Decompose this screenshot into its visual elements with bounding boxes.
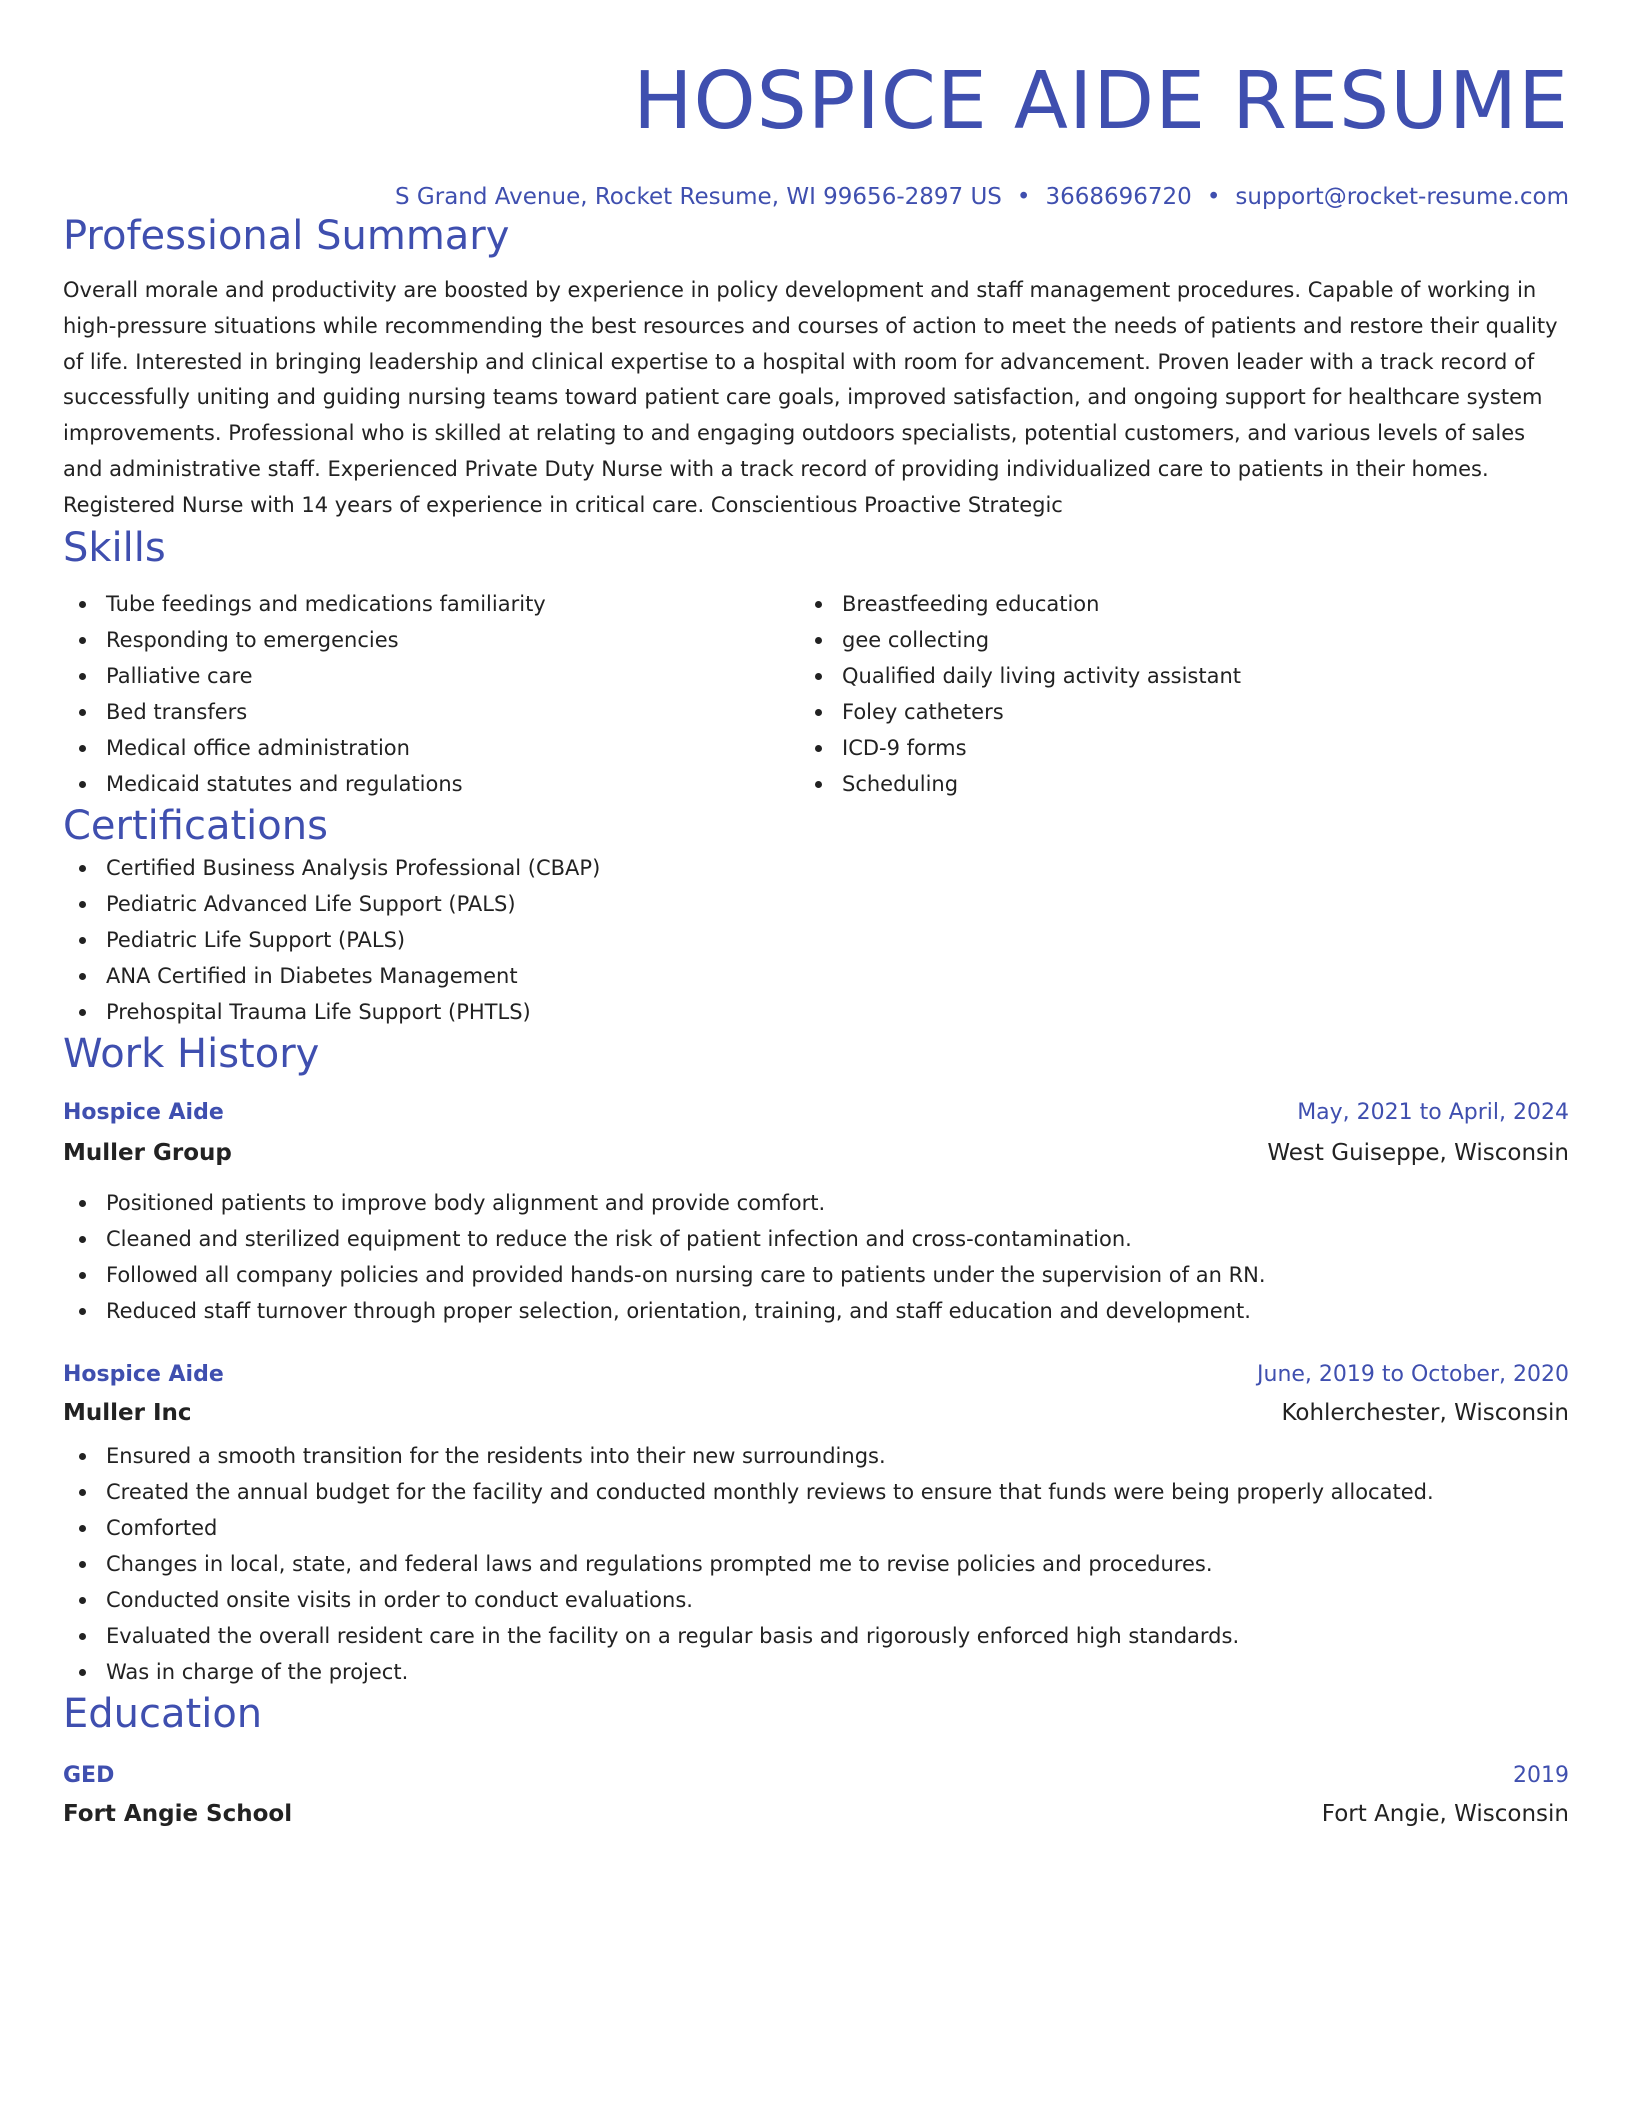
job-role: Hospice Aide: [63, 1099, 224, 1125]
job-header-row: [63, 1360, 1569, 1390]
skills-columns: [63, 586, 1569, 802]
education-header-row: [63, 1761, 1569, 1791]
skill-item: Responding to emergencies: [63, 622, 799, 658]
contact-address: S Grand Avenue, Rocket Resume, WI 99656-2897 US: [395, 184, 1002, 210]
education-section: [63, 1690, 1569, 1829]
job-duty-item: Conducted onsite visits in order to conduct evaluations.: [63, 1582, 1569, 1618]
job-company-row: [63, 1398, 1569, 1428]
professional-summary-section: [63, 212, 1569, 524]
job-duty-item: Comforted: [63, 1510, 1569, 1546]
work-history-section: [63, 1030, 1569, 1690]
skills-column-right: [799, 586, 1535, 802]
job-duties-list: [63, 1438, 1569, 1690]
skill-item: Medical office administration: [63, 730, 799, 766]
skill-item: Palliative care: [63, 658, 799, 694]
skills-list-left: [63, 586, 799, 802]
certifications-list: [63, 850, 1569, 1030]
certification-item: ANA Certified in Diabetes Management: [63, 958, 1569, 994]
job-dates: June, 2019 to October, 2020: [1257, 1361, 1569, 1387]
skills-list-right: [799, 586, 1535, 802]
job-duty-item: Followed all company policies and provided hands-on nursing care to patients under the supervision of an RN.: [63, 1257, 1569, 1293]
skill-item: Tube feedings and medications familiarity: [63, 586, 799, 622]
certification-item: Certified Business Analysis Professional (CBAP): [63, 850, 1569, 886]
contact-line: [63, 182, 1569, 212]
job-duties-list: [63, 1185, 1569, 1329]
skill-item: Breastfeeding education: [799, 586, 1535, 622]
education-degree: GED: [63, 1762, 115, 1788]
resume-header: [63, 0, 1569, 212]
skill-item: Foley catheters: [799, 694, 1535, 730]
work-history-heading: Work History: [63, 1030, 320, 1077]
skills-column-left: [63, 586, 799, 802]
resume-title: HOSPICE AIDE RESUME: [633, 55, 1569, 147]
skill-item: ICD-9 forms: [799, 730, 1535, 766]
job-entry: [63, 1360, 1569, 1690]
job-location: Kohlerchester, Wisconsin: [1281, 1399, 1569, 1426]
certifications-section: [63, 802, 1569, 1030]
job-duty-item: Was in charge of the project.: [63, 1654, 1569, 1690]
job-company: Muller Group: [63, 1139, 232, 1166]
skill-item: Qualified daily living activity assistant: [799, 658, 1535, 694]
job-duty-item: Reduced staff turnover through proper selection, orientation, training, and staff education and development.: [63, 1293, 1569, 1329]
education-school-row: [63, 1799, 1569, 1829]
education-heading: Education: [63, 1690, 263, 1737]
job-header-row: [63, 1098, 1569, 1128]
education-school: Fort Angie School: [63, 1800, 293, 1827]
skill-item: gee collecting: [799, 622, 1535, 658]
job-duty-item: Cleaned and sterilized equipment to reduce the risk of patient infection and cross-contamination.: [63, 1221, 1569, 1257]
job-duty-item: Evaluated the overall resident care in the facility on a regular basis and rigorously enforced high standards.: [63, 1618, 1569, 1654]
summary-text: Overall morale and productivity are boosted by experience in policy development and staff management procedures. Capable of working in high-pressure situations while recommending the best resources and courses of action to meet the needs of patients and restore their quality of life. Interested in bringing leadership and clinical expertise to a hospital with room for advancement. Proven leader with a track record of successfully uniting and guiding nursing teams toward patient care goals, improved satisfaction, and ongoing support for healthcare system improvements. Professional who is skilled at relating to and engaging outdoors specialists, potential customers, and various levels of sales and administrative staff. Experienced Private Duty Nurse with a track record of providing individualized care to patients in their homes. Registered Nurse with 14 years of experience in critical care. Conscientious Proactive Strategic: [63, 278, 1558, 517]
job-company-row: [63, 1138, 1569, 1168]
job-entry: [63, 1098, 1569, 1329]
contact-separator: •: [1206, 184, 1221, 210]
skill-item: Scheduling: [799, 766, 1535, 802]
job-company: Muller Inc: [63, 1399, 192, 1426]
job-duty-item: Changes in local, state, and federal laws and regulations prompted me to revise policies and procedures.: [63, 1546, 1569, 1582]
job-role: Hospice Aide: [63, 1361, 224, 1387]
education-year: 2019: [1513, 1762, 1569, 1788]
certification-item: Pediatric Life Support (PALS): [63, 922, 1569, 958]
contact-email: support@rocket-resume.com: [1235, 184, 1569, 210]
job-duty-item: Ensured a smooth transition for the residents into their new surroundings.: [63, 1438, 1569, 1474]
education-location: Fort Angie, Wisconsin: [1321, 1800, 1569, 1827]
skills-heading: Skills: [63, 524, 166, 571]
job-duty-item: Positioned patients to improve body alignment and provide comfort.: [63, 1185, 1569, 1221]
job-duty-item: Created the annual budget for the facility and conducted monthly reviews to ensure that funds were being properly allocated.: [63, 1474, 1569, 1510]
education-entry: [63, 1761, 1569, 1829]
job-dates: May, 2021 to April, 2024: [1297, 1099, 1569, 1125]
certification-item: Pediatric Advanced Life Support (PALS): [63, 886, 1569, 922]
skill-item: Medicaid statutes and regulations: [63, 766, 799, 802]
contact-phone: 3668696720: [1045, 184, 1192, 210]
certification-item: Prehospital Trauma Life Support (PHTLS): [63, 994, 1569, 1030]
skills-section: [63, 524, 1569, 802]
skill-item: Bed transfers: [63, 694, 799, 730]
contact-separator: •: [1016, 184, 1031, 210]
certifications-heading: Certifications: [63, 802, 328, 849]
summary-heading: Professional Summary: [63, 213, 510, 259]
job-location: West Guiseppe, Wisconsin: [1267, 1139, 1569, 1166]
